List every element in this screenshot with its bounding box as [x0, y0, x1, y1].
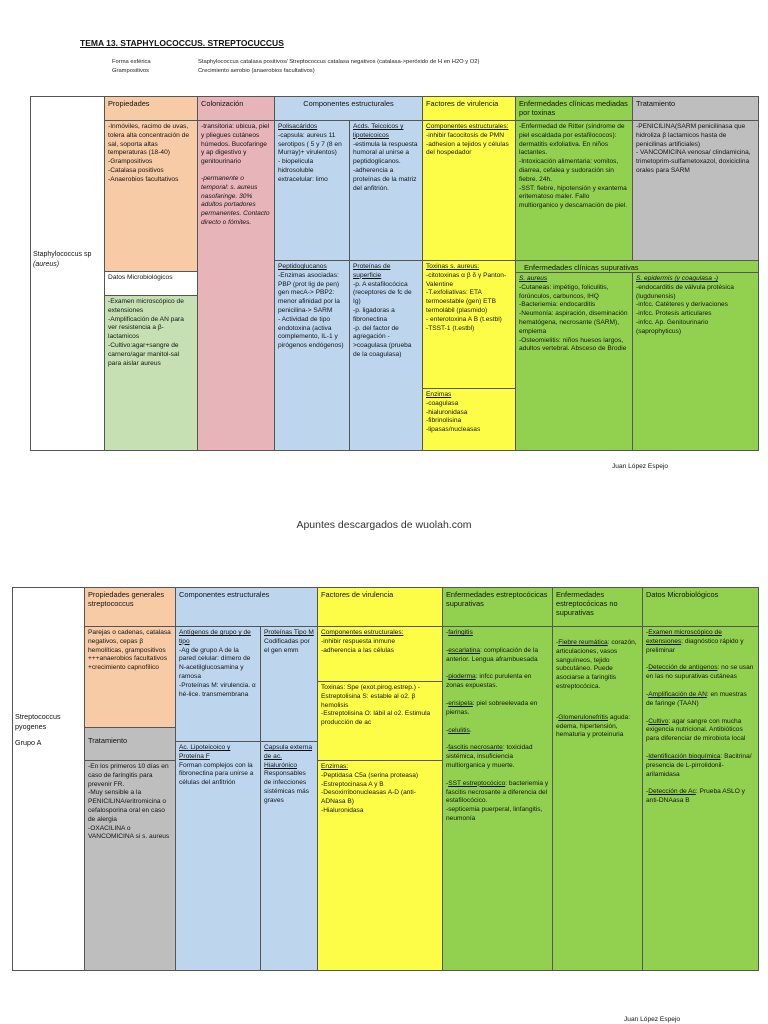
fv-toxinas-text: -citotoxinas α β δ γ Panton-Valentine -T.exfoliativas: ETA termoestable (gen) ETB termolábil (plasmido) - enterotoxina A B (t.estbl) -TSST-1 (t.estbl): [426, 271, 507, 332]
nosup-fiebre: -Fiebre reumática: corazón, articulaciones, vasos sanguíneos, tejido subcutáneo. Puede asociarse a faringitis estreptocócica.: [556, 639, 637, 690]
superficie-text: -p. A estafilocócica (receptores de fc de Ig) -p. ligadoras a fibronectina -p. del factor de agregación ->coagulasa (prueba de la coagulasa): [353, 280, 412, 358]
strep-header-datos: Datos Microbiológicos: [642, 587, 759, 627]
staph-peptidoglucanos: [274, 260, 350, 451]
strep-ac-lipoteicoico: [175, 741, 261, 971]
strep-fv-comp-text: -inhibir respuesta inmune -adherencia a las células: [321, 637, 396, 654]
datos-item: -Detección de Ac: Prueba ASLO y anti-DNAasa B: [646, 788, 745, 805]
strep-header-componentes: Componentes estructurales: [175, 587, 318, 627]
meta-right-1: Staphylococcus catalasa positivos/ Streptococcus catalasa negativos (catalasa->peróxido de H en H2O y O2): [198, 59, 480, 65]
nosup-glomerulonefritis: -Glomerulonefritis aguda: edema, hipertensión, hematuria y proteinuria: [556, 713, 631, 739]
staph-aureus: [515, 272, 633, 451]
datos-item: -Identificación bioquímica: Bacitrina/ presencia de L-pirrolidonil-arilamidasa: [646, 752, 752, 778]
epidermis-text: -endocarditis de válvula protésica (lugdunensis) -infcc. Catéteres y derivaciones -infcc. Protesis articulares -infcc. Ap. Genitourinario (saprophyticus): [636, 283, 734, 335]
strep-propiedades: Parejas o cadenas, catalasa negativos, cepas β hemolíticas, grampositivos +++anaerobios facultativos +crecimiento capnofílico: [84, 626, 176, 728]
epidermis-title: S. epidermis (y coagulasa -): [636, 275, 719, 282]
strep-proteinas-m: [260, 626, 318, 742]
sup-item: -celulitis.: [446, 726, 472, 734]
strep-enf-no-supurativas: [552, 626, 643, 971]
header-colonizacion: Colonización: [197, 96, 275, 121]
header-enf-toxinas: Enfermedades clínicas mediadas por toxinas: [515, 96, 633, 121]
datos-item: -Detección de antígenos: no se usan en las no supurativas cutáneas: [646, 664, 754, 681]
aureus-text: -Cutaneas: impétigo, foliculitis, forúnculos, carbuncos, IHQ -Bacteriemia: endocarditis -Neumonía: aspiración, diseminación hematógena, necrosante (SARM), empiema -Osteomielitis: niños huesos largos, adultos vertebral. Absceso de Brodie: [519, 283, 628, 353]
staph-enf-toxinas: -Enfermedad de Ritter (síndrome de piel escaldada por estafilococos): dermatitis exfoliativa. En niños lactantes. -Intoxicación alimentaria: vomitos, diarrea, cefalea y sudoración sin fiebre. 24h. -SST: fiebre, hipotensión y exantema eritematoso maler. Fallo multiorganico y descamación de piel.: [515, 120, 633, 261]
strep-fv-toxinas: Toxinas: Spe (exot.pirog.estrep.) -Estreptolisina S: estable al o2. β hemolisis -Estreptolisina O: lábil al o2. Estimula producción de ac: [317, 681, 443, 761]
staph-fv-componentes: [422, 120, 516, 261]
meta-left-2: Grampositivos: [112, 68, 150, 74]
staph-enf-supurativas-title: Enfermedades clínicas supurativas: [515, 260, 759, 273]
strep-antigenos: [175, 626, 261, 742]
strep-tratamiento: -En los primeros 10 días en caso de faringitis para prevenir FR. -Muy sensible a la PENICILINA/eritromicina o cefalosporina oral en caso de alergia -OXACILINA o VANCOMICINA si s. aureus: [84, 760, 176, 971]
strep-tratamiento-title: Tratamiento: [84, 727, 176, 761]
strep-enf-supurativas: [442, 626, 553, 971]
datos-item: -Amplificación de AN: en muestras de faringe (TAAN): [646, 690, 747, 707]
sup-item: -escarlatina: complicación de la anterior. Lengua aframbuesada: [446, 646, 539, 663]
row-label-strep: Streptococcus pyogenes Grupo A: [15, 712, 61, 747]
header-factores: Factores de virulencia: [422, 96, 516, 121]
sup-item: -SST estreptocócico: bacteriemia y fascitis necrosante a diferencia del estafilocócico. -septicemia puerperal, linfangitis, neumonía: [446, 779, 549, 822]
header-propiedades: Propiedades: [104, 96, 198, 121]
ac-lipoteicoico-title: Ac. Lipoteicoico y Proteína F: [179, 744, 231, 760]
fv-toxinas-title: Toxinas s. aureus:: [426, 263, 480, 270]
proteinas-m-title: Proteínas Tipo M: [264, 629, 314, 636]
strep-fv-enz-text: -Peptidasa C5a (serina proteasa) -Estreptocinasa A y B -Desoxirribonucleasas A-D (anti-ADNasa B) -Hialuronidasa: [321, 771, 419, 814]
polisacaridos-text: -capsula: aureus 11 serotipos ( 5 y 7 (8 en Murray)+ virulentos) - biopelicula hidrosoluble extracelular: limo: [278, 131, 342, 183]
staph-fv-enzimas: [422, 388, 516, 451]
row-label-staph: Staphylococcus sp (aureus): [33, 251, 92, 268]
fv-enzimas-title: Enzimas: [426, 391, 452, 398]
ac-lipoteicoico-text: Forman complejos con la fibronectina para unirse a células del anfitrión: [179, 761, 254, 787]
document-title: TEMA 13. STAPHYLOCOCCUS. STREPTOCUCCUS: [80, 38, 284, 48]
staph-datos-title: Datos Microbiológicos: [104, 271, 198, 296]
polisacaridos-title: Polisacáridos: [278, 123, 318, 130]
teicoicos-title: Acds. Teicoicos y lipoteicoicos: [353, 123, 404, 139]
proteinas-m-text: Codificadas por el gen emm: [264, 637, 310, 654]
sup-item: -fascitis necrosante: toxicidad sistémica, insuficiencia multiorganica y muerte.: [446, 744, 533, 769]
sup-item: -faringitis: [446, 629, 473, 636]
staph-proteinas-superficie: [349, 260, 423, 451]
peptidoglucanos-text: -Enzimas asociadas: PBP (prot lig de pen) gen mecA-> PBP2: menor afinidad por la penicilina-> SARM - Actividad de tipo endotoxina (activa complemento, IL-1 y pirógenos endógenos): [278, 271, 344, 350]
staph-polisacaridos: [274, 120, 350, 261]
strep-header-factores: Factores de virulencia: [317, 587, 443, 627]
staph-datos: -Examen microscópico de extensiones -Amplificación de AN para ver resistencia a β-lactamicos -Cultivo:agar+sangre de carnero/agar manitol-sal para aislar aureus: [104, 295, 198, 451]
header-componentes: Componentes estructurales: [274, 96, 423, 121]
meta-right-2: Crecimiento aerobio (anaerobios facultativos): [198, 68, 315, 74]
datos-item: -Examen microscópico de extensiones: diagnóstico rápido y preliminar: [646, 629, 744, 654]
capsula-text: Responsables de infecciones sistémicas más graves: [264, 770, 310, 804]
staph-fv-toxinas: [422, 260, 516, 389]
sup-item: -erisipela: piel sobreelevada en piernas.: [446, 699, 538, 716]
meta-left-1: Forma esférica: [112, 59, 151, 65]
teicoicos-text: -estimula la respuesta humoral al unirse a peptidoglicanos. -adherencia a proteínas de la matriz del anfitrión.: [353, 140, 418, 192]
fv-componentes-title: Componentes estructurales:: [426, 123, 509, 130]
datos-item: -Cultivo: agar sangre con mucha exigencia nutricional. Antibióticos para diferenciar de mirobiota local: [646, 717, 746, 743]
strep-fv-enzimas: [317, 760, 443, 971]
aureus-title: S. aureus: [519, 275, 548, 282]
header-tratamiento: Tratamiento: [632, 96, 759, 121]
strep-fv-comp-title: Componentes estructurales:: [321, 629, 404, 636]
strep-header-propiedades: Propiedades generales streptococcus: [84, 587, 176, 627]
wuolah-watermark: Apuntes descargados de wuolah.com: [296, 519, 472, 531]
strep-datos-microbiologicos: [642, 626, 759, 971]
strep-fv-enz-title: Enzimas:: [321, 763, 349, 770]
author-page2: Juan López Espejo: [624, 1016, 681, 1023]
strep-header-enf-nosup: Enfermedades estreptocócicas no supurativas: [552, 587, 643, 627]
antigenos-title: Antígenos de grupo y de tipo: [179, 629, 251, 645]
peptidoglucanos-title: Peptidoglucanos: [278, 263, 327, 270]
strep-capsula: [260, 741, 318, 971]
author-page1: Juan López Espejo: [612, 463, 669, 470]
capsula-title: Capsula externa de ac. Hialurónico: [264, 744, 313, 769]
antigenos-text: -Ag de grupo A de la pared celular: dímero de N-acetilglucosamina y ramosa -Proteínas M: virulencia. α hé-lice. transmembrana: [179, 646, 256, 698]
colonizacion-transitoria: -transitoria: ubicua, piel y pliegues cutáneos húmedos. Bucofaringe y ap digestivo y genitourinario: [201, 123, 270, 166]
sup-item: -pioderma: infcc purulenta en zonas expuestas.: [446, 673, 532, 690]
staph-epidermis: [632, 272, 759, 451]
staph-tratamiento: -PENICILINA(SARM penicilinasa que hidroliza β lactamicos hasta de penicilinas artificiales) - VANCOMICINA venosa/ clindamicina, trimetoprim-sulfametoxazol, doxiciclina orales para SARM: [632, 120, 759, 261]
superficie-title: Proteínas de superficie: [353, 263, 391, 279]
strep-fv-componentes: [317, 626, 443, 682]
fv-enzimas-text: -coagulasa -hialuronidasa -fibrinolisina -lipasas/nucleasas: [426, 399, 481, 434]
strep-header-enf-sup: Enfermedades estreptocócicas supurativas: [442, 587, 553, 627]
staph-colonizacion: [197, 120, 275, 451]
staph-propiedades: -Inmóviles, racimo de uvas, tolera alta concentración de sal, soporta altas temperaturas (18-40) -Grampositivos -Catalasa positivos -Anaerobios facultativos: [104, 120, 198, 272]
fv-componentes-text: -inhibir facocitosis de PMN -adhesion a tejidos y células del hospedador: [426, 131, 509, 157]
colonizacion-permanente: -permanente o temporal: s. aureus nasofaringe. 30% adultos portadores permanentes. Contacto directo o fómites.: [201, 174, 270, 226]
staph-teicoicos: [349, 120, 423, 261]
